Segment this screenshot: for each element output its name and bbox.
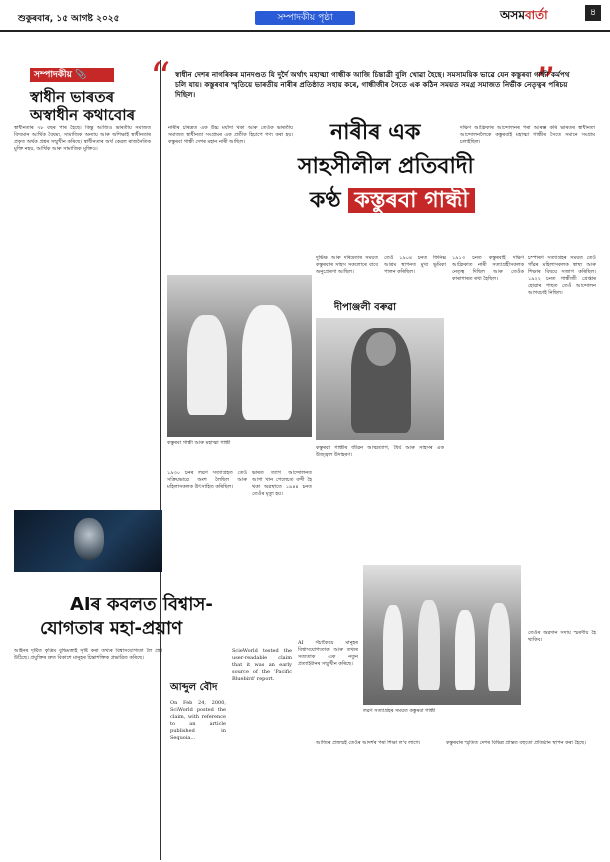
editorial-title-line2: অস্বাধীন কথাবোৰ <box>30 106 136 124</box>
editorial-title-line1: স্বাধীন ভাৰতৰ <box>30 88 115 106</box>
march-figure-3 <box>455 610 475 690</box>
feature-col-d: চম্পাৰণ সত্যাগ্ৰহৰ সময়ত তেওঁ গাঁৱৰ মহিলাসকলক স্বাস্থ্য আৰু শিক্ষাৰ বিষয়ে সজাগ কৰিছিল। ১৯২২ চনত গান্ধীজী গ্ৰেপ্তাৰ হোৱাৰ পাছত তেওঁ আন্দোলন আগবঢ়াই নিছিল। <box>528 255 596 296</box>
feature-intro: নাৰীৰ চৰিত্ৰত এক উচ্চ মৰ্যাদা থকা আৰু তেওঁক ভাৰতীয় সমাজত স্বাধীনতা সংগ্ৰামৰ এক প্ৰতীক হিচাপে গণ্য কৰা হয়। কস্তুৰবা গান্ধী দেশৰ মহান নাৰী আছিল। <box>168 125 293 145</box>
ai-article-body-2: On Feb 24, 2000, SciWorld posted the claim, with reference to an article published in Sequoia... <box>170 700 226 741</box>
march-figure-2 <box>418 600 440 690</box>
quote-open-icon: “ <box>150 55 171 101</box>
newspaper-logo <box>500 7 548 27</box>
page-number: ৪ <box>585 5 601 21</box>
feature-pull-quote: স্বাধীন দেশৰ নাগৰিকৰ মানদণ্ডত যি দুৰ্দৈ অৰ্থাৎ মহাত্মা গান্ধীক আজি চিন্তাত্ৰী বুলি খোৱা হৈছে। সমসাময়িক ভাৱে যেন কস্তুৰবা গান্ধী কৰ্মপথ চলি যায়। কস্তুৰবাৰ স্মৃতিয়ে ভাৰতীয় নাৰীৰ প্ৰতিষ্ঠাত সহায় কৰে, গান্ধীজীৰ সৈতে এক কঠিন সময়ত সমগ্ৰ সমাজত নিৰ্ভীক নেতৃত্বৰ পৰিচয় দিছিল। <box>175 70 570 99</box>
feature-author: দীপাঞ্জলী বৰুৱা <box>334 302 396 313</box>
kasturba-portrait-photo <box>316 318 444 440</box>
feature-title-line3 <box>310 183 475 220</box>
ai-article-title-line1: AIৰ কবলত বিশ্বাস- <box>70 594 213 615</box>
feature-col-j: তেওঁৰ অৱদান সদায় স্মৰণীয় হৈ থাকিব। <box>528 630 596 643</box>
feature-col-e: ১৯৩০ চনৰ লৱণ সত্যাগ্ৰহত তেওঁ সক্ৰিয়ভাৱে অংশ লৈছিল আৰু মহিলাসকলক উৎসাহিত কৰিছিল। <box>167 470 247 490</box>
editorial-tag: সম্পাদকীয় 📎 <box>30 68 114 82</box>
ai-article-author: আব্দুল বৌদ <box>170 682 218 693</box>
logo-part2: বাৰ্তা <box>524 8 548 22</box>
feature-col-g: কস্তুৰবা গান্ধীৰ জীৱন আত্মত্যাগ, ধৈৰ্য আৰু সাহসৰ এক উজ্জ্বল উদাহৰণ। <box>316 445 444 458</box>
march-figure-4 <box>488 603 510 691</box>
feature-title-plain: কণ্ঠ <box>310 188 341 213</box>
issue-date: শুকুৰবাৰ, ১৫ আগষ্ট ২০২৫ <box>18 14 120 24</box>
feature-col-f: ভাৰত ত্যাগ আন্দোলনত আগা খান পেলেচত বন্দী হৈ থকা অৱস্থাতে ১৯৪৪ চনত তেওঁৰ মৃত্যু হয়। <box>252 470 312 497</box>
section-label: সম্পাদকীয় পৃষ্ঠা <box>255 11 355 25</box>
photo3-caption: লৱণ সত্যাগ্ৰহৰ সময়ত কস্তুৰবা গান্ধী <box>363 708 436 714</box>
ai-article-body-4: AI সঁচাকৈয়ে মানুহৰ বিশ্বাসযোগ্যতাক আৰু তথ্যৰ সত্যতাক এক নতুন প্ৰত্যাহ্বানৰ সন্মুখীন কৰিছে। <box>298 640 358 667</box>
feature-col-c: ১৯১৩ চনত কস্তুৰবাই দক্ষিণ আফ্ৰিকাত নাৰী সত্যাগ্ৰহীসকলক নেতৃত্ব দিছিল আৰু তেওঁক কাৰাগাৰত ৰখা হৈছিল। <box>452 255 524 282</box>
feature-title-line2: সাহসীলীল প্ৰতিবাদী <box>298 154 474 179</box>
ai-article-title-line2: যোগতাৰ মহা-প্ৰয়াণ <box>40 618 183 639</box>
ai-face-graphic <box>74 518 104 560</box>
photo1-caption: কস্তুৰবা গান্ধী আৰু মহাত্মা গান্ধী <box>167 440 231 446</box>
feature-title-highlight: কস্তুৰবা গান্ধী <box>348 188 474 213</box>
feature-col-i: কস্তুৰবাৰ স্মৃতিত দেশৰ বিভিন্ন প্ৰান্তত বহুতো প্ৰতিষ্ঠান স্থাপন কৰা হৈছে। <box>446 740 586 746</box>
feature-col-a: দুৰ্ভিক্ষ আৰু দৰিদ্ৰতাৰ সময়ত কস্তুৰবাৰ সাহস সকলোৰে বাবে অনুপ্ৰেৰণা আছিল। <box>316 255 378 275</box>
logo-part1: অসম <box>500 8 525 22</box>
editorial-body: স্বাধীনতাৰ ৭৮ বছৰ পাৰ হৈছে। কিন্তু আজিও ভাৰতীয় সমাজত বিদ্যমান আৰ্থিক বৈষম্য, সামাজিক অন্যায় আৰু অশিক্ষাই স্বাধীনতাৰ প্ৰকৃত অৰ্থক প্ৰশ্নৰ সন্মুখীন কৰিছে। স্বাধীনতাৰ অৰ্থ কেৱল ৰাজনৈতিক মুক্তি নহয়, আৰ্থিক আৰু সামাজিক মুক্তিও। <box>14 125 151 152</box>
quote-close-icon: ” <box>535 60 556 106</box>
kasturba-gandhi-photo <box>167 275 312 437</box>
feature-title-line1: নাৰীৰ এক <box>330 120 421 145</box>
feature-col-b: তেওঁ ১৯০৪ চনত ফিনিক্স আশ্ৰম স্থাপনত মুখ্য ভূমিকা পালন কৰিছিল। <box>384 255 446 275</box>
portrait-face <box>366 332 396 366</box>
figure-left <box>187 315 227 415</box>
salt-march-photo <box>363 565 521 705</box>
feature-body-right: দক্ষিণ আফ্ৰিকাৰ আন্দোলনৰ পৰা আৰম্ভ কৰি ভাৰতৰ স্বাধীনতা আন্দোলনলৈকে কস্তুৰবাই মহাত্মা গান্ধীৰ সৈতে সমানে সংগ্ৰাম চলাইছিল। <box>460 125 595 145</box>
figure-right <box>242 305 292 420</box>
ai-article-image <box>14 510 162 572</box>
ai-article-body-3: ScieWorld tested the user-readable claim that it was an early source of the 'Pacific Bluebird' report. <box>232 648 292 682</box>
march-figure-1 <box>383 605 403 690</box>
page-header <box>0 0 610 32</box>
ai-article-body-1: আইনৰ দৃষ্টিত কৃত্ৰিম বুদ্ধিমত্তাই সৃষ্টি কৰা তথ্যৰ বিশ্বাসযোগ্যতা লৈ প্ৰশ্ন উঠিছে। প্ৰযুক্তিৰ দ্ৰুত বিকাশে মানুহৰ চিন্তাশক্তিক প্ৰভাৱিত কৰিছে। <box>14 648 162 661</box>
feature-col-h: আজিৰ প্ৰজন্মই তেওঁৰ আদৰ্শৰ পৰা শিক্ষা ল'ব লাগে। <box>316 740 421 746</box>
